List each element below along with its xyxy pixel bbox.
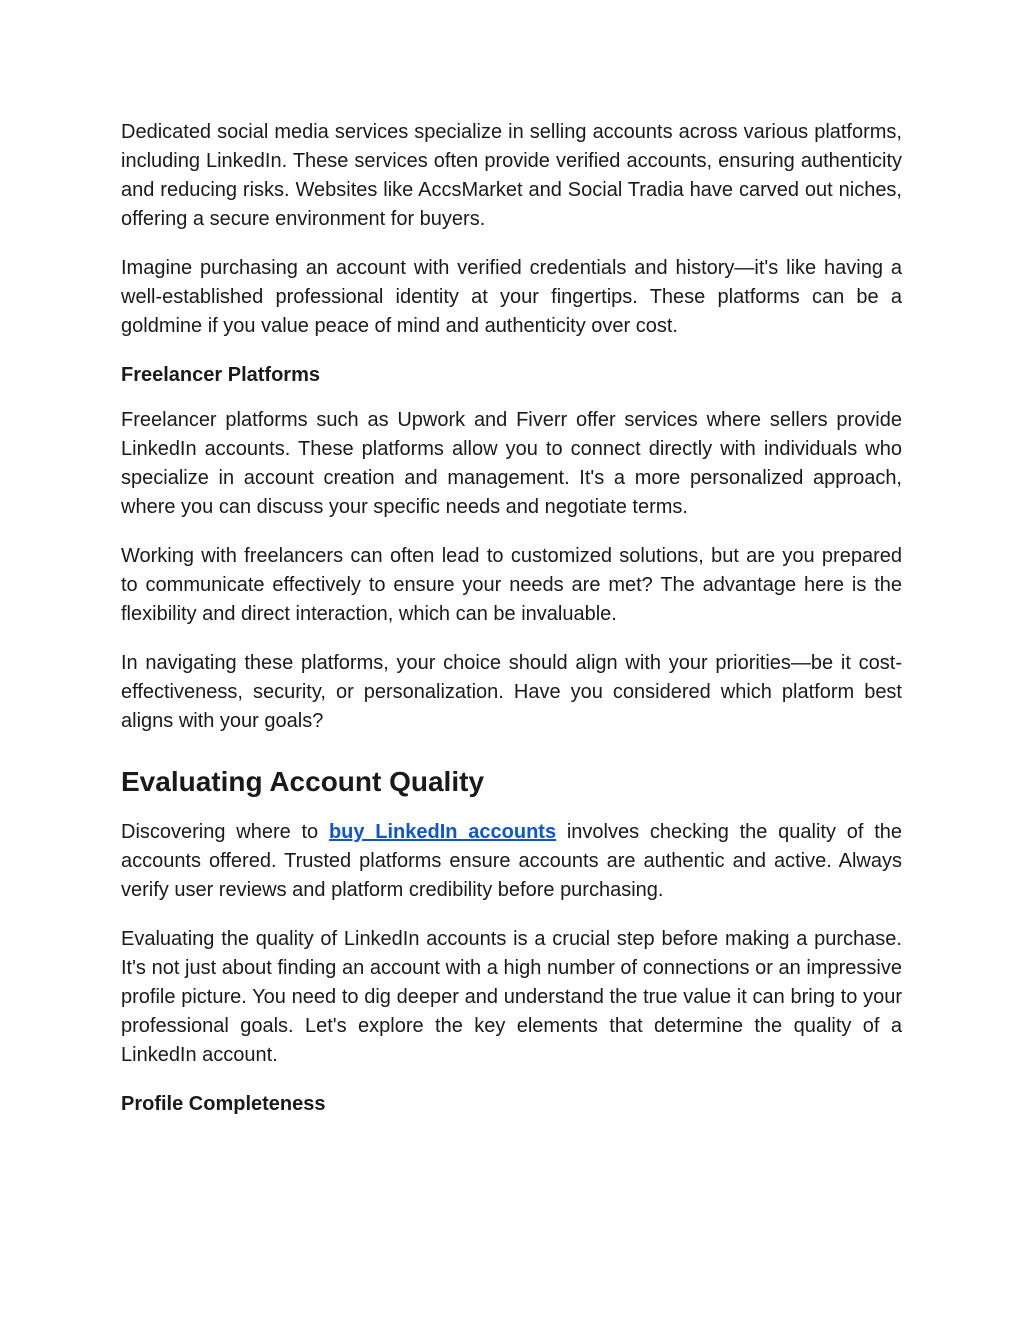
paragraph-freelancer-platforms: Freelancer platforms such as Upwork and Fiverr offer services where sellers provide LinkedIn accounts. These platforms allow you to connect directly with individuals who specialize in account creation and management. It's a more personalized approach, where you can discuss your specific needs and negotiate terms.: [121, 409, 902, 518]
paragraph-text-after-link: involves checking the quality of the accounts offered. Trusted platforms ensure accounts are authentic and active. Always verify user reviews and platform credibility before purchasing.: [121, 821, 903, 901]
heading-profile-completeness: Profile Completeness: [121, 1093, 326, 1115]
paragraph-evaluating-quality: Evaluating the quality of LinkedIn accounts is a crucial step before making a purchase. It's not just about finding an account with a high number of connections or an impressive profile picture. You need to dig deeper and understand the true value it can bring to your professional goals. Let's explore the key elements that determine the quality of a LinkedIn account.: [121, 928, 902, 1066]
buy-linkedin-accounts-link[interactable]: buy LinkedIn accounts: [328, 821, 557, 843]
paragraph-navigating-platforms: In navigating these platforms, your choice should align with your priorities—be it cost-effectiveness, security, or personalization. Have you considered which platform best aligns with your goals?: [121, 652, 902, 732]
paragraph-text-before-link: Discovering where to: [121, 821, 329, 843]
paragraph-social-media-services: Dedicated social media services specialize in selling accounts across various platforms, including LinkedIn. These services often provide verified accounts, ensuring authenticity and reducing risks. Websites like AccsMarket and Social Tradia have carved out niches, offering a secure environment for buyers.: [121, 121, 902, 230]
paragraph-working-with-freelancers: Working with freelancers can often lead to customized solutions, but are you prepared to communicate effectively to ensure your needs are met? The advantage here is the flexibility and direct interaction, which can be invaluable.: [121, 545, 902, 625]
paragraph-discovering-where: [121, 818, 902, 905]
document-page: [121, 118, 902, 1135]
heading-freelancer-platforms: Freelancer Platforms: [121, 364, 320, 386]
heading-evaluating-account-quality: Evaluating Account Quality: [121, 766, 485, 797]
paragraph-verified-credentials: Imagine purchasing an account with verified credentials and history—it's like having a well-established professional identity at your fingertips. These platforms can be a goldmine if you value peace of mind and authenticity over cost.: [121, 257, 902, 337]
